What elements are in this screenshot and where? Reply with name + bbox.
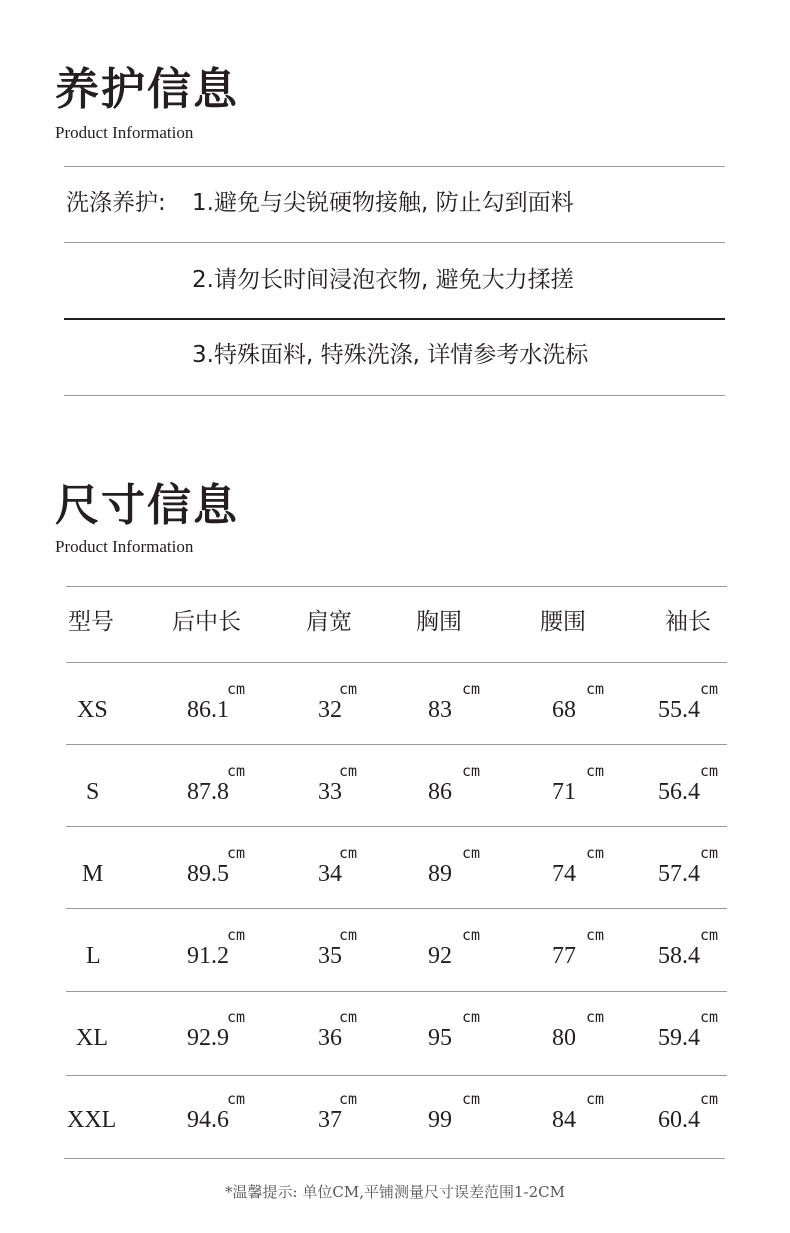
size-cell-unit: cm bbox=[700, 1008, 719, 1026]
size-header-rule bbox=[66, 662, 727, 663]
size-header-back-length: 后中长 bbox=[172, 609, 241, 635]
size-cell-sleeve: 56.4 bbox=[658, 779, 700, 805]
size-cell-unit: cm bbox=[227, 1008, 246, 1026]
size-cell-back-length: 92.9 bbox=[187, 1025, 229, 1051]
size-cell-waist: 68 bbox=[552, 697, 576, 723]
size-cell-chest: 89 bbox=[428, 861, 452, 887]
size-cell-unit: cm bbox=[339, 926, 358, 944]
size-cell-unit: cm bbox=[700, 762, 719, 780]
size-cell-waist: 80 bbox=[552, 1025, 576, 1051]
size-cell-back-length: 87.8 bbox=[187, 779, 229, 805]
size-cell-unit: cm bbox=[462, 1090, 481, 1108]
size-cell-unit: cm bbox=[462, 680, 481, 698]
size-cell-unit: cm bbox=[227, 926, 246, 944]
care-section-title: 养护信息 bbox=[55, 64, 239, 115]
size-cell-back-length: 86.1 bbox=[187, 697, 229, 723]
size-table-top-rule bbox=[66, 586, 727, 587]
size-row-rule bbox=[66, 1075, 727, 1076]
size-header-shoulder: 肩宽 bbox=[306, 609, 352, 635]
size-cell-back-length: 91.2 bbox=[187, 943, 229, 969]
size-cell-shoulder: 37 bbox=[318, 1107, 342, 1133]
size-cell-model: M bbox=[82, 861, 104, 887]
size-cell-unit: cm bbox=[227, 762, 246, 780]
size-cell-sleeve: 57.4 bbox=[658, 861, 700, 887]
size-cell-chest: 83 bbox=[428, 697, 452, 723]
size-cell-model: S bbox=[86, 779, 100, 805]
size-cell-unit: cm bbox=[700, 680, 719, 698]
size-cell-unit: cm bbox=[339, 762, 358, 780]
size-row-rule bbox=[66, 744, 727, 745]
size-cell-back-length: 94.6 bbox=[187, 1107, 229, 1133]
size-cell-unit: cm bbox=[462, 1008, 481, 1026]
size-cell-sleeve: 55.4 bbox=[658, 697, 700, 723]
size-table-bottom-rule bbox=[64, 1158, 725, 1159]
care-label: 洗涤养护: bbox=[66, 190, 166, 216]
size-cell-unit: cm bbox=[586, 762, 605, 780]
size-header-waist: 腰围 bbox=[540, 609, 586, 635]
care-divider-1 bbox=[64, 242, 725, 243]
size-cell-unit: cm bbox=[586, 680, 605, 698]
size-cell-model: XS bbox=[77, 697, 108, 723]
size-cell-unit: cm bbox=[339, 1090, 358, 1108]
size-cell-model: XL bbox=[76, 1025, 108, 1051]
size-row-rule bbox=[66, 991, 727, 992]
size-cell-shoulder: 36 bbox=[318, 1025, 342, 1051]
size-cell-unit: cm bbox=[227, 1090, 246, 1108]
size-section-title: 尺寸信息 bbox=[55, 480, 239, 531]
size-cell-unit: cm bbox=[586, 926, 605, 944]
size-section-subtitle: Product Information bbox=[55, 537, 194, 556]
size-cell-sleeve: 59.4 bbox=[658, 1025, 700, 1051]
size-cell-unit: cm bbox=[227, 844, 246, 862]
size-cell-unit: cm bbox=[700, 844, 719, 862]
size-cell-unit: cm bbox=[462, 844, 481, 862]
size-cell-unit: cm bbox=[586, 1008, 605, 1026]
care-divider-top bbox=[64, 166, 725, 167]
size-cell-unit: cm bbox=[700, 1090, 719, 1108]
size-cell-waist: 74 bbox=[552, 861, 576, 887]
size-cell-waist: 77 bbox=[552, 943, 576, 969]
size-cell-unit: cm bbox=[462, 926, 481, 944]
size-footnote: *温馨提示: 单位CM,平铺测量尺寸误差范围1-2CM bbox=[225, 1183, 565, 1201]
care-divider-2 bbox=[64, 318, 725, 320]
care-section-subtitle: Product Information bbox=[55, 123, 194, 142]
size-cell-shoulder: 35 bbox=[318, 943, 342, 969]
size-cell-sleeve: 60.4 bbox=[658, 1107, 700, 1133]
care-item-3: 3.特殊面料, 特殊洗涤, 详情参考水洗标 bbox=[192, 342, 589, 368]
size-cell-chest: 95 bbox=[428, 1025, 452, 1051]
size-header-sleeve: 袖长 bbox=[665, 609, 711, 635]
size-cell-unit: cm bbox=[700, 926, 719, 944]
care-item-2: 2.请勿长时间浸泡衣物, 避免大力揉搓 bbox=[192, 267, 574, 293]
care-divider-bottom bbox=[64, 395, 725, 396]
size-cell-model: XXL bbox=[67, 1107, 117, 1133]
size-cell-waist: 84 bbox=[552, 1107, 576, 1133]
size-cell-sleeve: 58.4 bbox=[658, 943, 700, 969]
size-cell-chest: 99 bbox=[428, 1107, 452, 1133]
size-cell-unit: cm bbox=[339, 680, 358, 698]
size-cell-unit: cm bbox=[227, 680, 246, 698]
size-cell-shoulder: 33 bbox=[318, 779, 342, 805]
size-cell-shoulder: 34 bbox=[318, 861, 342, 887]
size-cell-unit: cm bbox=[586, 1090, 605, 1108]
size-row-rule bbox=[66, 826, 727, 827]
size-cell-chest: 92 bbox=[428, 943, 452, 969]
size-cell-waist: 71 bbox=[552, 779, 576, 805]
size-cell-back-length: 89.5 bbox=[187, 861, 229, 887]
size-cell-unit: cm bbox=[339, 1008, 358, 1026]
size-cell-shoulder: 32 bbox=[318, 697, 342, 723]
size-row-rule bbox=[66, 908, 727, 909]
size-cell-unit: cm bbox=[462, 762, 481, 780]
size-cell-unit: cm bbox=[339, 844, 358, 862]
size-cell-model: L bbox=[86, 943, 101, 969]
size-cell-chest: 86 bbox=[428, 779, 452, 805]
size-header-chest: 胸围 bbox=[416, 609, 462, 635]
size-cell-unit: cm bbox=[586, 844, 605, 862]
size-header-model: 型号 bbox=[68, 609, 114, 635]
care-item-1: 1.避免与尖锐硬物接触, 防止勾到面料 bbox=[192, 190, 574, 216]
